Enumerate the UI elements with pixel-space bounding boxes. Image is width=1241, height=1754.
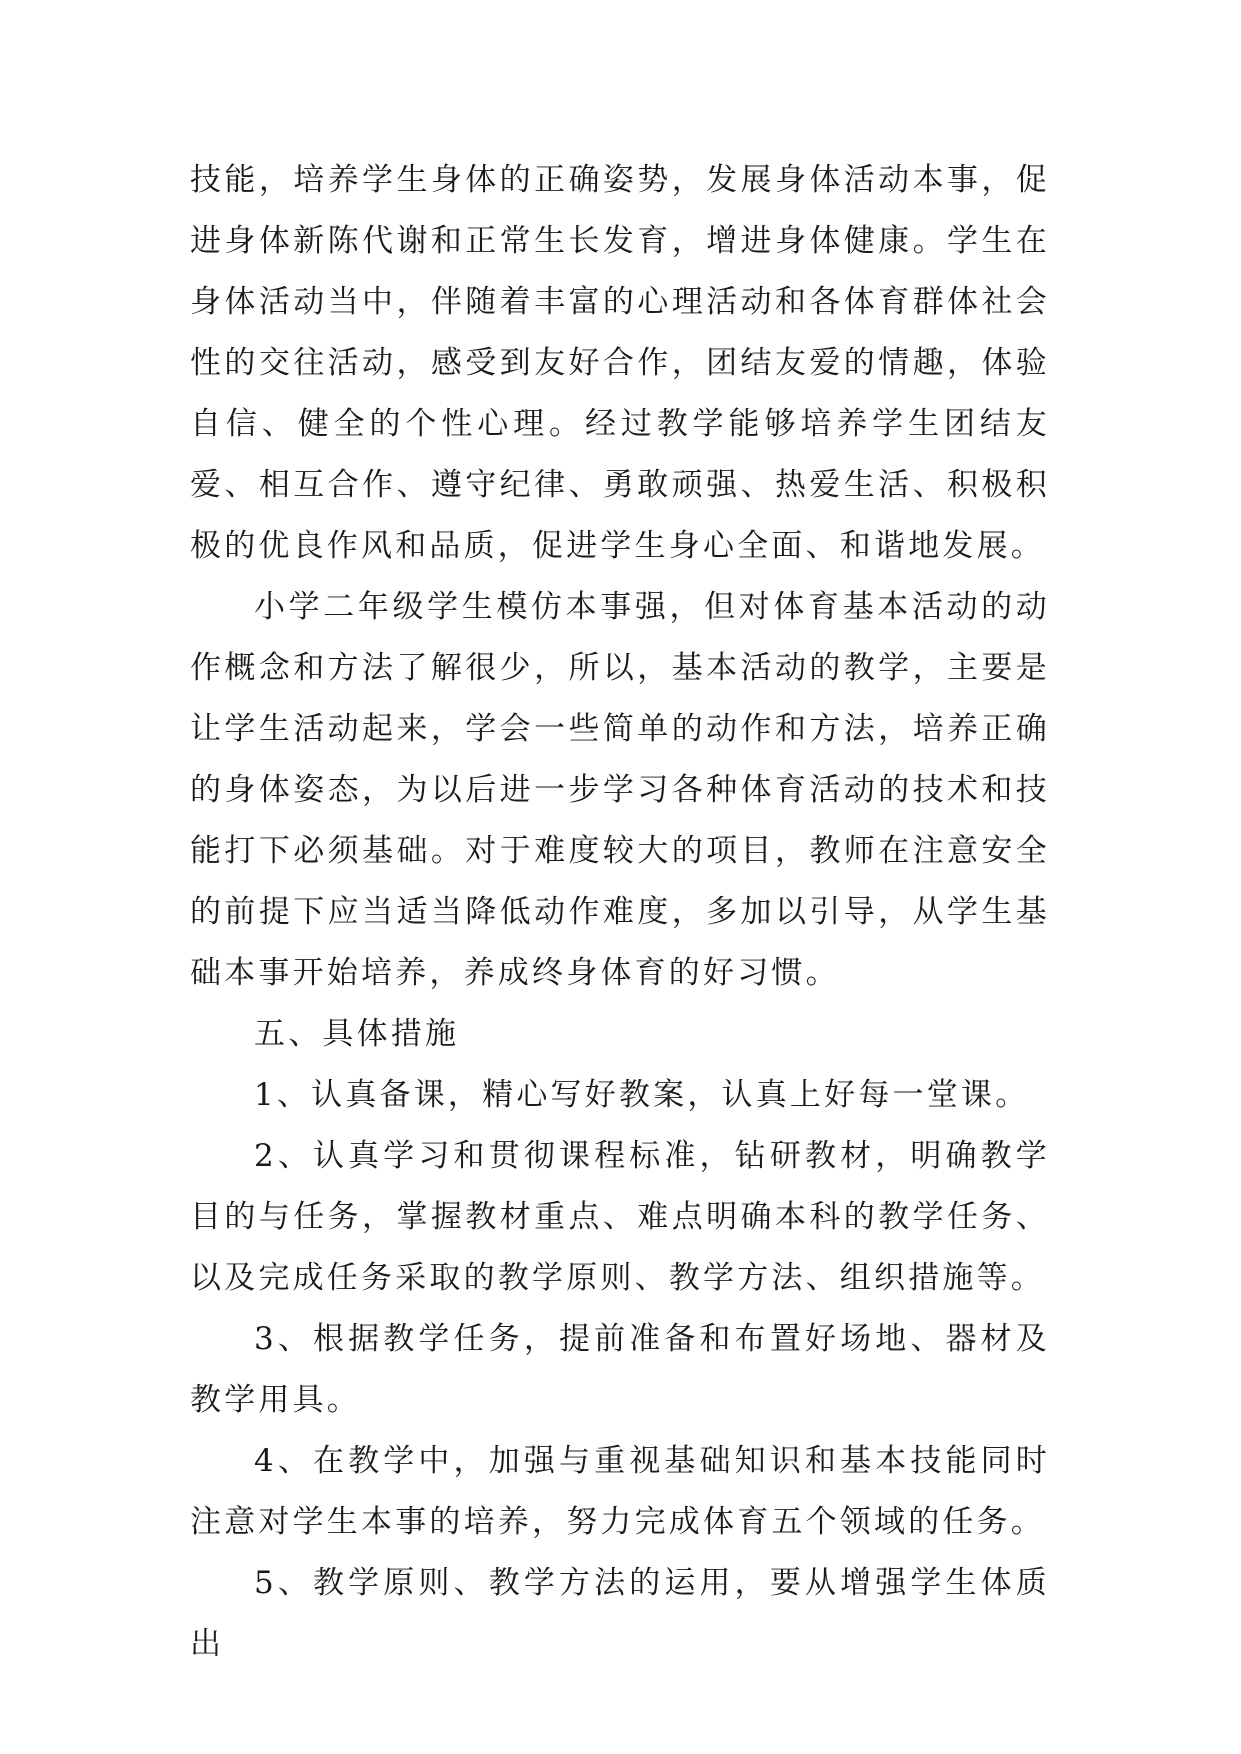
list-item-1: 1、认真备课，精心写好教案，认真上好每一堂课。 <box>254 1077 1030 1113</box>
body-paragraph-2: 小学二年级学生模仿本事强，但对体育基本活动的动作概念和方法了解很少，所以，基本活动的教学，主要是让学生活动起来，学会一些简单的动作和方法，培养正确的身体姿态，为以后进一步学习各种体育活动的技术和技能打下必须基础。对于难度较大的项目，教师在注意安全的前提下应当适当降低动作难度，多加以引导，从学生基础本事开始培养，养成终身体育的好习惯。 <box>190 589 1050 991</box>
document-page <box>190 150 1050 1675</box>
body-paragraph-1: 技能，培养学生身体的正确姿势，发展身体活动本事，促进身体新陈代谢和正常生长发育，增进身体健康。学生在身体活动当中，伴随着丰富的心理活动和各体育群体社会性的交往活动，感受到友好合作，团结友爱的情趣，体验自信、健全的个性心理。经过教学能够培养学生团结友爱、相互合作、遵守纪律、勇敢顽强、热爱生活、积极积极的优良作风和品质，促进学生身心全面、和谐地发展。 <box>190 162 1050 564</box>
list-item-3: 3、根据教学任务，提前准备和布置好场地、器材及教学用具。 <box>190 1321 1050 1418</box>
list-item-2: 2、认真学习和贯彻课程标准，钻研教材，明确教学目的与任务，掌握教材重点、难点明确本科的教学任务、以及完成任务采取的教学原则、教学方法、组织措施等。 <box>190 1138 1050 1296</box>
list-item-4: 4、在教学中，加强与重视基础知识和基本技能同时注意对学生本事的培养，努力完成体育五个领域的任务。 <box>190 1443 1050 1540</box>
section-heading-measures: 五、具体措施 <box>254 1016 460 1052</box>
list-item-5: 5、教学原则、教学方法的运用，要从增强学生体质出 <box>190 1565 1050 1662</box>
